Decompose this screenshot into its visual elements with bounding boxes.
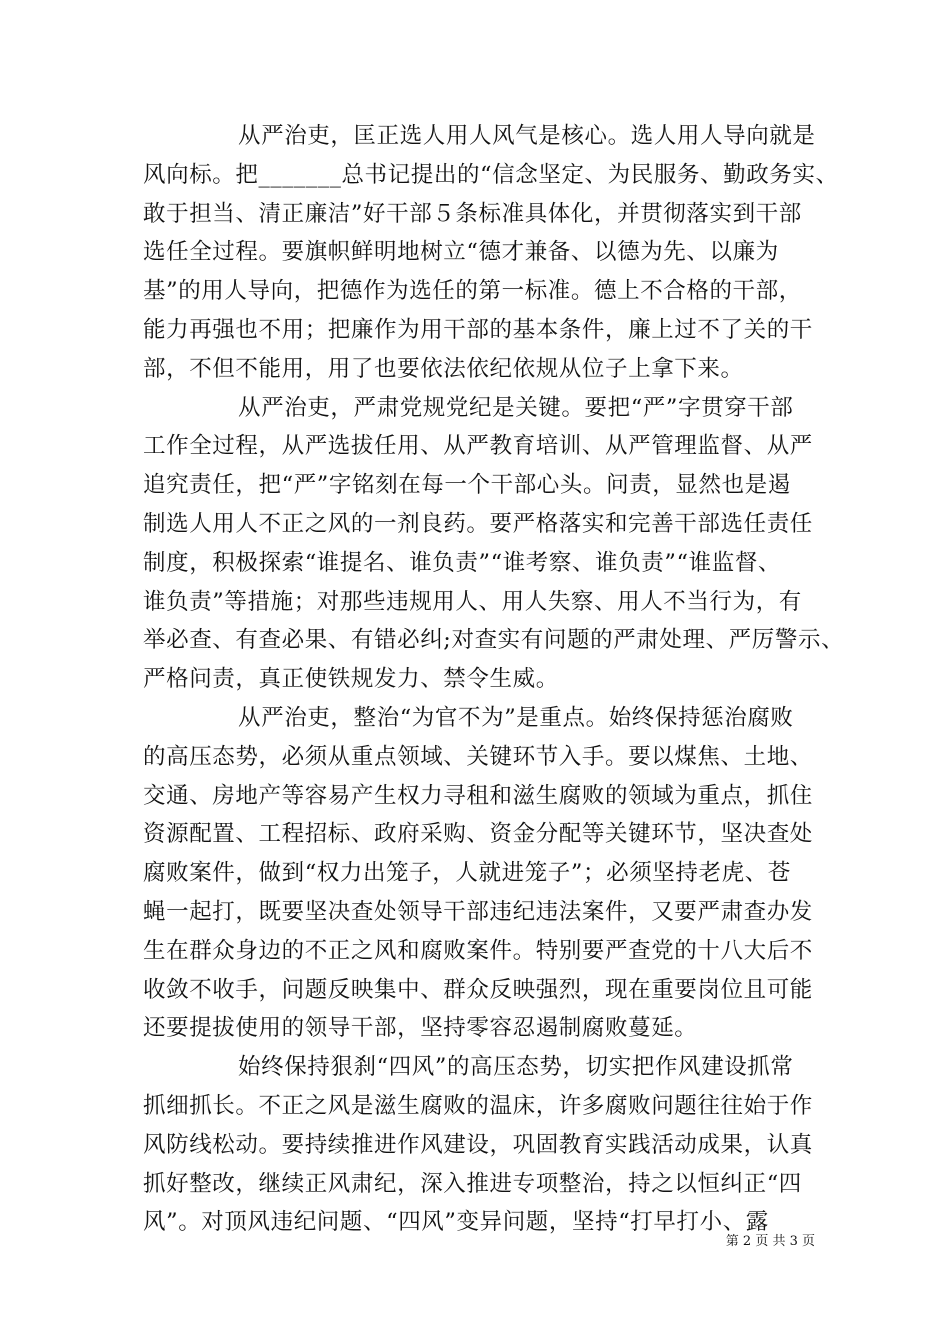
paragraph-3-line: 蝇一起打，既要坚决查处领导干部违纪违法案件，又要严肃查办发	[143, 898, 813, 925]
paragraph-1-line: 选任全过程。要旗帜鲜明地树立“德才兼备、以德为先、以廉为	[143, 239, 779, 266]
paragraph-3-line: 资源配置、工程招标、政府采购、资金分配等关键环节，坚决查处	[143, 821, 813, 848]
paragraph-1-line: 从严治吏，匡正选人用人风气是核心。选人用人导向就是	[238, 123, 816, 149]
paragraph-3-line: 从严治吏，整治“为官不为”是重点。始终保持惩治腐败	[238, 704, 794, 731]
paragraph-3-line: 腐败案件，做到“权力出笼子，人就进笼子”；必须坚持老虎、苍	[143, 860, 791, 887]
paragraph-3-line: 收敛不收手，问题反映集中、群众反映强烈，现在重要岗位且可能	[143, 976, 813, 1003]
paragraph-2-line: 举必查、有查必果、有错必纠;对查实有问题的严肃处理、严厉警示、	[143, 627, 845, 654]
paragraph-3-line: 的高压态势，必须从重点领域、关键环节入手。要以煤焦、土地、	[143, 743, 813, 770]
paragraph-2-line: 制选人用人不正之风的一剂良药。要严格落实和完善干部选任责任	[143, 510, 813, 537]
paragraph-2-line: 谁负责”等措施；对那些违规用人、用人失察、用人不当行为，有	[143, 588, 802, 615]
paragraph-4-line: 风防线松动。要持续推进作风建设，巩固教育实践活动成果，认真	[143, 1131, 813, 1158]
page-number: 第 2 页 共 3 页	[725, 1234, 815, 1249]
paragraph-3-line: 还要提拔使用的领导干部，坚持零容忍遏制腐败蔓延。	[143, 1015, 698, 1042]
paragraph-2-line: 追究责任，把“严”字铭刻在每一个干部心头。问责，显然也是遏	[143, 472, 791, 499]
paragraph-4-line: 抓好整改，继续正风肃纪，深入推进专项整治，持之以恒纠正“四	[143, 1170, 802, 1197]
paragraph-1-line: 能力再强也不用；把廉作为用干部的基本条件，廉上过不了关的干	[143, 316, 813, 343]
paragraph-4-line: 风”。对顶风违纪问题、“四风”变异问题，坚持“打早打小、露	[143, 1209, 769, 1236]
paragraph-3-line: 交通、房地产等容易产生权力寻租和滋生腐败的领域为重点，抓住	[143, 782, 813, 809]
paragraph-2-line: 工作全过程，从严选拔任用、从严教育培训、从严管理监督、从严	[143, 433, 813, 460]
paragraph-1-line: 基”的用人导向，把德作为选任的第一标准。德上不合格的干部，	[143, 278, 802, 305]
paragraph-1-line: 风向标。把_______总书记提出的“信念坚定、为民服务、勤政务实、	[143, 161, 839, 188]
paragraph-1-line: 敢于担当、清正廉洁”好干部５条标准具体化，并贯彻落实到干部	[143, 200, 802, 227]
paragraph-2-line: 从严治吏，严肃党规党纪是关键。要把“严”字贯穿干部	[238, 394, 794, 421]
paragraph-4-line: 始终保持狠刹“四风”的高压态势，切实把作风建设抓常	[238, 1054, 794, 1081]
paragraph-3-line: 生在群众身边的不正之风和腐败案件。特别要严查党的十八大后不	[143, 937, 813, 964]
paragraph-4-line: 抓细抓长。不正之风是滋生腐败的温床，许多腐败问题往往始于作	[143, 1092, 813, 1119]
body-text	[143, 117, 845, 1242]
paragraph-2-line: 制度，积极探索“谁提名、谁负责”“谁考察、谁负责”“谁监督、	[143, 549, 782, 576]
paragraph-1-line: 部，不但不能用，用了也要依法依纪依规从位子上拿下来。	[143, 355, 744, 382]
paragraph-2-line: 严格问责，真正使铁规发力、禁令生威。	[143, 666, 559, 693]
